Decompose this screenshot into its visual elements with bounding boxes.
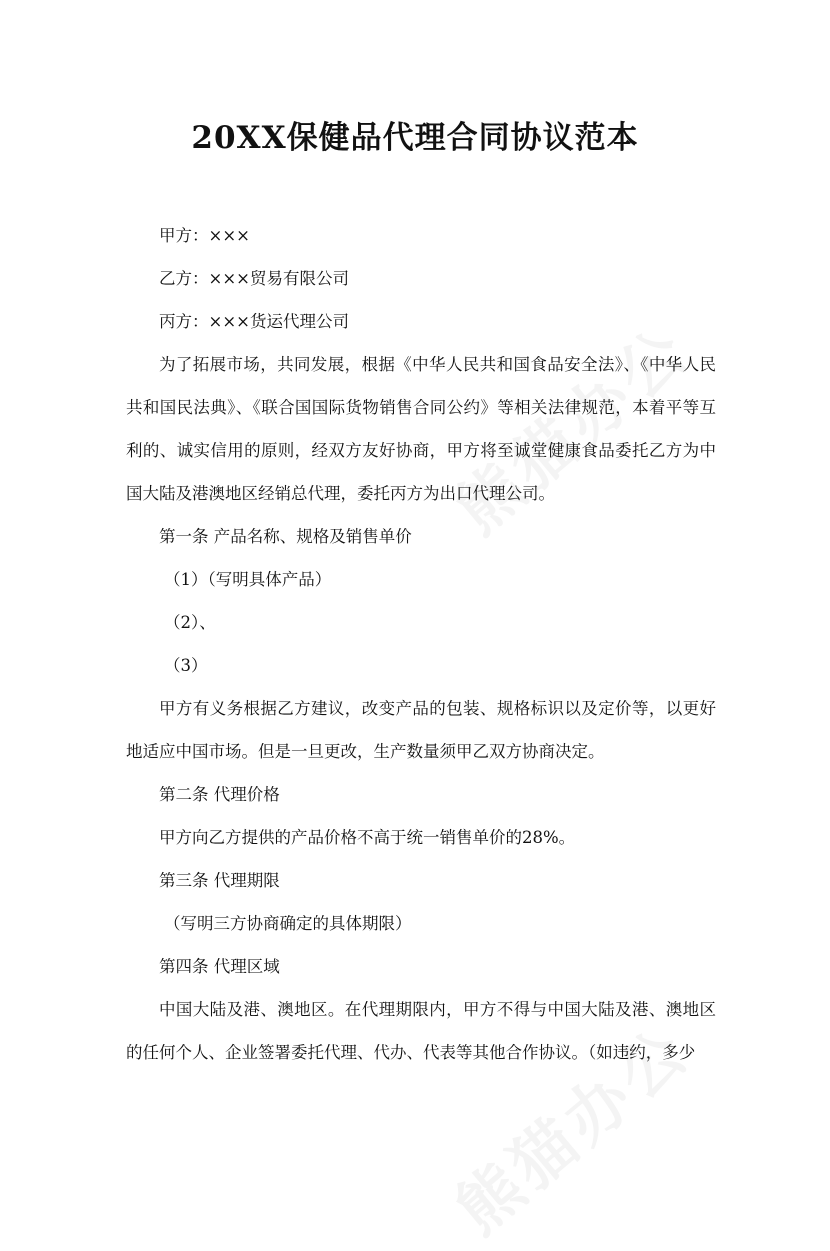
article-2-paragraph: 甲方向乙方提供的产品价格不高于统一销售单价的28%。: [159, 828, 576, 847]
preamble-paragraph: 为了拓展市场，共同发展，根据《中华人民共和国食品安全法》、《中华人民共和国民法典》、《联合国国际货物销售合同公约》等相关法律规范，本着平等互利的、诚实信用的原则，经双方友好协商，甲方将至诚堂健康食品委托乙方为中国大陆及港澳地区经销总代理，委托丙方为出口代理公司。: [126, 355, 716, 503]
party-c: 丙方：×××货运代理公司: [159, 312, 349, 331]
party-a: 甲方：×××: [159, 226, 250, 245]
article-4-paragraph: 中国大陆及港、澳地区。在代理期限内，甲方不得与中国大陆及港、澳地区的任何个人、企业签署委托代理、代办、代表等其他合作协议。（如违约，多少: [126, 1000, 716, 1062]
party-b: 乙方：×××贸易有限公司: [159, 269, 349, 288]
document-body: [126, 214, 716, 1074]
product-item-2: （2）、: [164, 613, 216, 632]
article-1-paragraph: 甲方有义务根据乙方建议，改变产品的包装、规格标识以及定价等，以更好地适应中国市场。但是一旦更改，生产数量须甲乙双方协商决定。: [126, 699, 716, 761]
article-4-heading: 第四条 代理区域: [159, 957, 280, 976]
article-2-heading: 第二条 代理价格: [159, 785, 280, 804]
article-3-heading: 第三条 代理期限: [159, 871, 280, 890]
article-1-heading: 第一条 产品名称、规格及销售单价: [159, 527, 412, 546]
article-3-paragraph: （写明三方协商确定的具体期限）: [164, 914, 412, 933]
product-item-1: （1）（写明具体产品）: [164, 570, 332, 589]
document-title: 20XX保健品代理合同协议范本: [191, 120, 639, 156]
product-item-3: （3）: [164, 656, 208, 675]
